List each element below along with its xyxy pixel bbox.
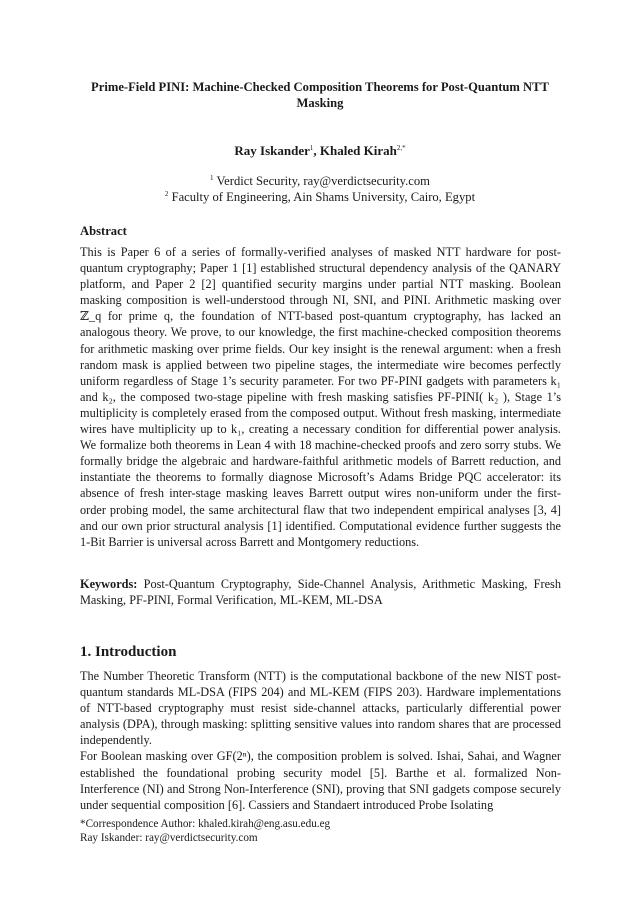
intro-paragraph: The Number Theoretic Transform (NTT) is the computational backbone of the new NIST post-quantum standards ML-DSA (FIPS 204) and ML-KEM (FIPS 203). Hardware implementations of NTT-based cryptography must resist side-channel attacks, particularly differential power analysis (DPA), through masking: splitting sensitive values into random shares that are processed independently. <box>80 669 561 748</box>
author-name: Ray Iskander <box>234 143 310 158</box>
affiliation-2 <box>0 190 640 205</box>
affiliation-mark: 1 <box>210 174 214 182</box>
affiliation-mark: 2 <box>164 190 169 198</box>
affiliation-text: Faculty of Engineering, Ain Shams University, Cairo, Egypt <box>168 190 476 204</box>
correspondence-footnote: *Correspondence Author: khaled.kirah@eng.asu.edu.eg <box>80 818 331 830</box>
keywords-label: Keywords: <box>80 577 138 591</box>
author-line <box>0 143 640 159</box>
author-email-footnote: Ray Iskander: ray@verdictsecurity.com <box>80 832 258 844</box>
affiliation-1 <box>0 174 640 189</box>
author-name: Khaled Kirah <box>319 143 397 158</box>
paper-title: Prime-Field PINI: Machine-Checked Composition Theorems for Post-Quantum NTT Masking <box>91 80 549 110</box>
section-heading: 1. Introduction <box>80 644 177 660</box>
abstract-heading: Abstract <box>80 224 127 238</box>
keywords <box>80 576 561 608</box>
author-separator: , <box>313 143 320 158</box>
author-affiliation-mark: 2,* <box>396 144 406 152</box>
intro-body <box>80 668 561 813</box>
affiliation-text: Verdict Security, ray@verdictsecurity.com <box>213 174 430 188</box>
intro-paragraph: For Boolean masking over GF(2ⁿ), the composition problem is solved. Ishai, Sahai, and Wagner established the foundational probing security model [5]. Barthe et al. formalized Non-Interference (NI) and Strong Non-Interference (SNI), proving that SNI gadgets compose securely under sequential composition [6]. Cassiers and Standaert introduced Probe Isolating <box>80 749 561 812</box>
footnotes <box>80 817 561 845</box>
author-affiliation-mark: 1 <box>309 144 314 152</box>
keywords-text: Post-Quantum Cryptography, Side-Channel Analysis, Arithmetic Masking, Fresh Masking, PF-PINI, Formal Verification, ML-KEM, ML-DSA <box>80 577 561 608</box>
abstract-body: This is Paper 6 of a series of formally-verified analyses of masked NTT hardware for post-quantum cryptography; Paper 1 [1] established structural dependency analysis of the QANARY platform, and Paper 2 [2] quantified security margins under partial NTT masking. Boolean masking composition is well-understood through NI, SNI, and PINI. Arithmetic masking over ℤ_q for prime q, the foundation of NTT-based post-quantum cryptography, has lacked an analogous theory. We prove, to our knowledge, the first machine-checked composition theorems for arithmetic masking over prime fields. Our key insight is the renewal argument: when a fresh random mask is applied between two pipeline stages, the intermediate wire becomes perfectly uniform regardless of Stage 1’s security parameter. For two PF-PINI gadgets with parameters k₁ and k₂, the composed two-stage pipeline with fresh masking satisfies PF-PINI( k₂ ), Stage 1’s multiplicity is completely erased from the composed output. Without fresh masking, intermediate wires have multiplicity up to k₁, creating a necessary condition for differential power analysis. We formalize both theorems in Lean 4 with 18 machine-checked proofs and zero sorry stubs. We formally bridge the algebraic and hardware-faithful arithmetic models of Barrett reduction, and instantiate the theorems to formally diagnose Microsoft’s Adams Bridge PQC accelerator: its absence of fresh inter-stage masking leaves Barrett output wires non-uniform under the first-order probing model, the same architectural flaw that two independent empirical analyses [3, 4] and our own prior structural analysis [1] identified. Computational evidence further suggests the 1-Bit Barrier is universal across Barrett and Montgomery reductions. <box>80 245 561 549</box>
